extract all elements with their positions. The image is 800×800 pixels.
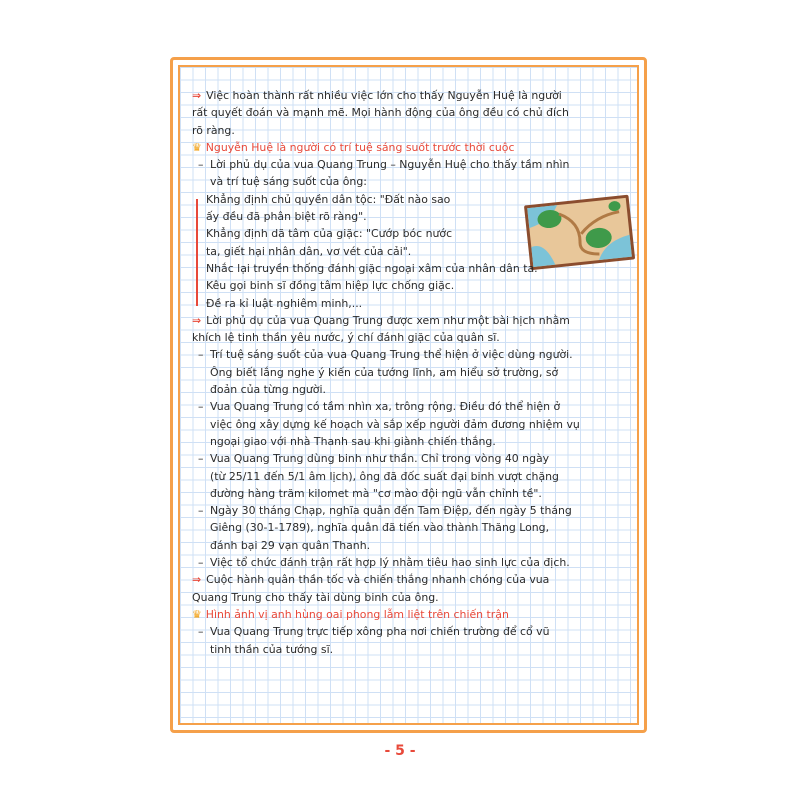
list-item: Khẳng định dã tâm của giặc: "Cướp bóc nước [206,227,453,241]
bracket-list [192,191,622,312]
paragraph-line: Quang Trung cho thấy tài dùng binh của ông. [192,590,439,604]
paragraph-line: ⇒ Cuộc hành quân thần tốc và chiến thắng nhanh chóng của vua [192,573,550,587]
paragraph-line: ⇒ Lời phủ dụ của vua Quang Trung được xem như một bài hịch nhằm [192,313,570,327]
page-number: - 5 - [384,743,416,759]
paragraph-line: đường hàng trăm kilomet mà "cơ mào đội ngũ vẫn chỉnh tề". [210,486,542,500]
list-item: Đề ra kỉ luật nghiêm minh,... [206,296,363,310]
list-item: – Việc tổ chức đánh trận rất hợp lý nhằm tiêu hao sinh lực của địch. [198,556,570,570]
crown-icon: ♛ [192,607,202,621]
list-item: – Trí tuệ sáng suốt của vua Quang Trung thể hiện ở việc dùng người. [198,348,573,362]
section-heading: ♛ Nguyễn Huệ là người có trí tuệ sáng suốt trước thời cuộc [192,140,515,154]
arrow-icon: ⇒ [192,89,202,102]
list-item: – Ngày 30 tháng Chạp, nghĩa quân đến Tam Điệp, đến ngày 5 tháng [198,504,572,518]
list-item: – Vua Quang Trung có tầm nhìn xa, trông rộng. Điều đó thể hiện ở [198,400,561,414]
paragraph-line: Giêng (30-1-1789), nghĩa quân đã tiến vào thành Thăng Long, [210,521,550,535]
paragraph-line: rất quyết đoán và mạnh mẽ. Mọi hành động của ông đều có chủ đích [192,106,569,120]
list-item: Khẳng định chủ quyền dân tộc: "Đất nào sao [206,192,451,206]
paragraph-line: ngoại giao với nhà Thanh sau khi giành chiến thắng. [210,434,496,448]
paragraph-line: (từ 25/11 đến 5/1 âm lịch), ông đã đốc suất đại binh vượt chặng [210,469,559,483]
paragraph-line: – Lời phủ dụ của vua Quang Trung – Nguyễn Huệ cho thấy tầm nhìn [198,158,570,172]
paragraph-line: Ông biết lắng nghe ý kiến của tướng lĩnh, am hiểu sở trường, sở [210,365,559,379]
paragraph-line: khích lệ tinh thần yêu nước, ý chí đánh giặc của quân sĩ. [192,331,500,345]
page-content [192,87,622,658]
paragraph-line: việc ông xây dựng kế hoạch và sắp xếp người đảm đương nhiệm vụ [210,417,580,431]
list-item: Kêu gọi binh sĩ đồng tâm hiệp lực chống giặc. [206,279,455,293]
list-item: – Vua Quang Trung trực tiếp xông pha nơi chiến trường để cổ vũ [198,625,550,639]
list-item: ấy đều đã phân biệt rõ ràng". [206,210,367,224]
list-item: Nhắc lại truyền thống đánh giặc ngoại xâm của nhân dân ta. [206,261,538,275]
paragraph-line: và trí tuệ sáng suốt của ông: [210,175,367,189]
bracket-decoration [196,199,205,306]
paragraph-line: đánh bại 29 vạn quân Thanh. [210,538,371,552]
notebook-page [170,57,647,733]
paragraph-line: đoản của từng người. [210,383,326,397]
arrow-icon: ⇒ [192,573,202,587]
list-item: – Vua Quang Trung dùng binh như thần. Chỉ trong vòng 40 ngày [198,452,550,466]
arrow-icon: ⇒ [192,313,202,327]
list-item: ta, giết hại nhân dân, vơ vét của cải". [206,244,412,258]
paragraph-line: ⇒ Việc hoàn thành rất nhiều việc lớn cho thấy Nguyễn Huệ là người [192,89,562,102]
paragraph-line: rõ ràng. [192,123,235,137]
paragraph-line: tinh thần của tướng sĩ. [210,642,334,656]
section-heading: ♛ Hình ảnh vị anh hùng oai phong lẫm liệt trên chiến trận [192,607,509,621]
crown-icon: ♛ [192,140,202,154]
